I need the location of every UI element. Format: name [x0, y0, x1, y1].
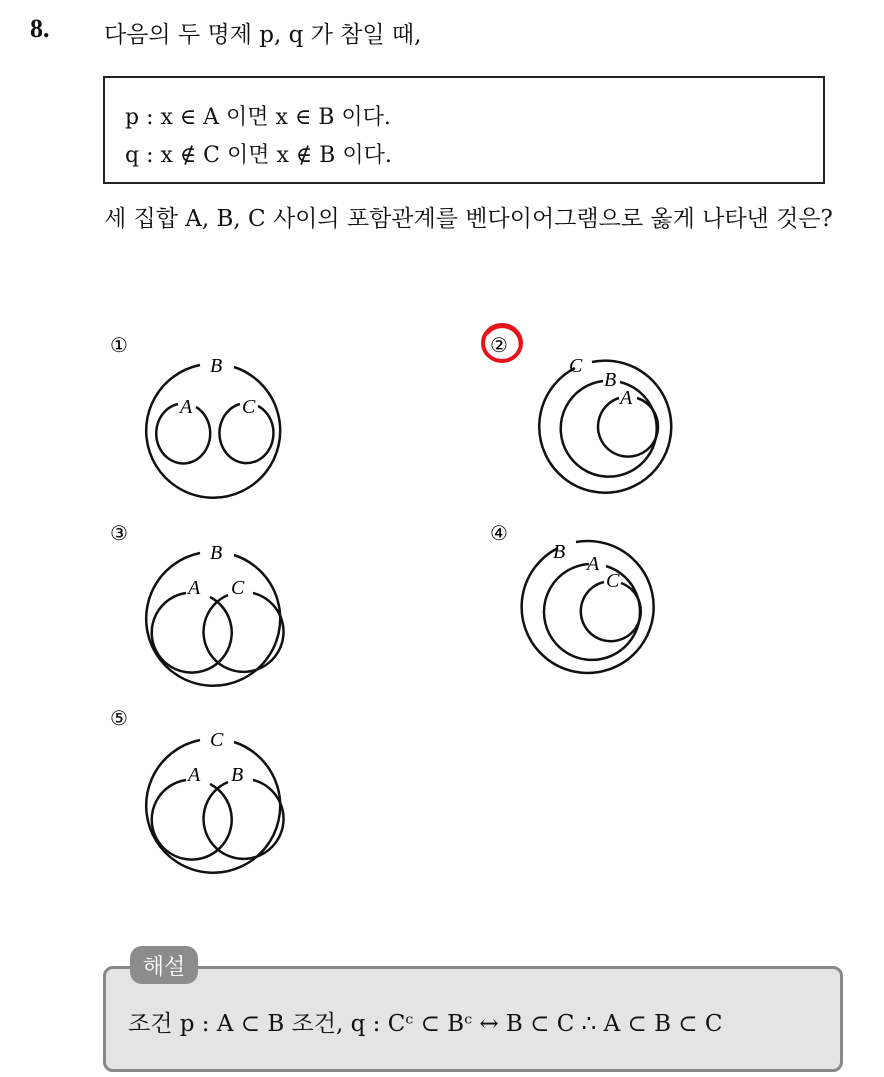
option-2-label-c: C — [569, 355, 583, 377]
solution-text: 조건 p : A ⊂ B 조건, q : Cᶜ ⊂ Bᶜ ↔ B ⊂ C ∴ A ⊂ B ⊂ C — [128, 1011, 723, 1037]
option-3-label-b: B — [210, 542, 223, 564]
venn-options — [0, 300, 884, 900]
option-1-diagram[interactable] — [146, 365, 280, 498]
option-3-diagram[interactable] — [146, 553, 283, 686]
option-5-label-a: A — [188, 764, 201, 786]
option-5-label-c: C — [210, 729, 224, 751]
option-5-label-b: B — [231, 764, 244, 786]
option-1-label-b: B — [210, 355, 223, 377]
option-3-number[interactable]: ③ — [110, 521, 128, 545]
condition-q: q : x ∉ C 이면 x ∉ B 이다. — [125, 143, 392, 168]
conditions-box — [103, 76, 825, 184]
option-2-label-a: A — [620, 387, 633, 409]
option-5-number[interactable]: ⑤ — [110, 706, 128, 730]
option-4-number[interactable]: ④ — [490, 521, 508, 545]
solution-tag: 해설 — [130, 946, 198, 984]
option-5-diagram[interactable] — [146, 740, 283, 873]
option-3-label-c: C — [231, 577, 245, 599]
option-1-label-a: A — [180, 396, 193, 418]
option-4-label-a: A — [587, 553, 600, 575]
question-prompt: 세 집합 A, B, C 사이의 포함관계를 벤다이어그램으로 옳게 나타낸 것은? — [104, 206, 833, 232]
option-1-label-c: C — [242, 396, 256, 418]
option-3-label-a: A — [188, 577, 201, 599]
question-number: 8. — [30, 14, 50, 43]
option-1-number[interactable]: ① — [110, 333, 128, 357]
option-2-label-b: B — [604, 369, 617, 391]
option-4-label-b: B — [553, 541, 566, 563]
condition-p: p : x ∈ A 이면 x ∈ B 이다. — [125, 105, 391, 130]
option-4-label-c: C — [606, 570, 620, 592]
question-text: 다음의 두 명제 p, q 가 참일 때, — [104, 22, 422, 48]
solution-box — [103, 966, 843, 1072]
option-2-number[interactable]: ② — [490, 333, 508, 357]
